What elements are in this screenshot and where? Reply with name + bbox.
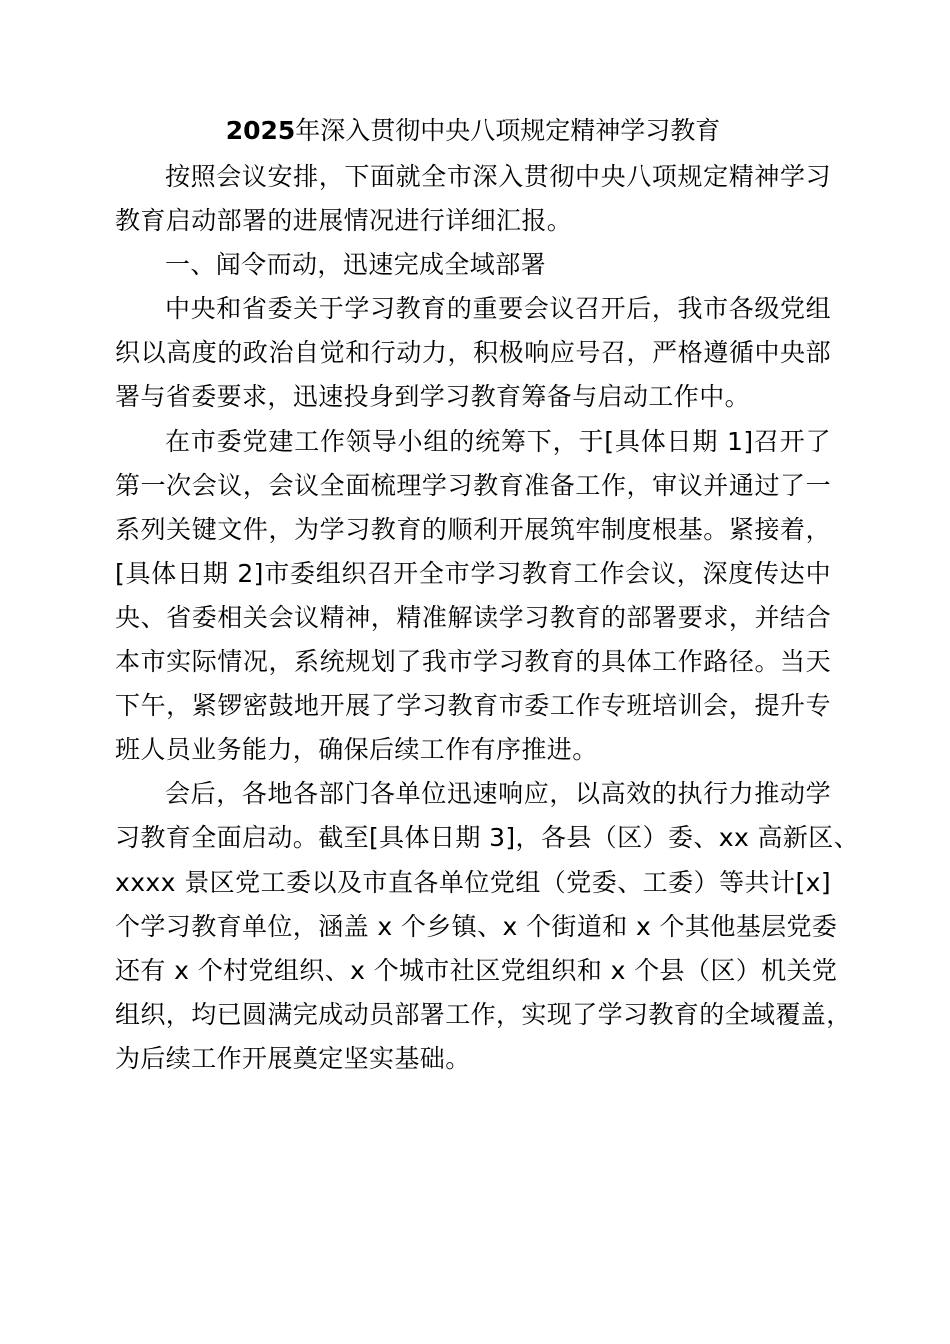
- text-line: 系列关键文件，为学习教育的顺利开展筑牢制度根基。紧接着，: [115, 514, 831, 544]
- paragraph: [115, 287, 831, 419]
- text-line: 下午，紧锣密鼓地开展了学习教育市委工作专班培训会，提升专: [115, 691, 831, 721]
- text-line: 第一次会议，会议全面梳理学习教育准备工作，审议并通过了一: [115, 470, 831, 500]
- document-title: [115, 111, 831, 155]
- text-line: 为后续工作开展奠定坚实基础。: [115, 1043, 471, 1073]
- text-line: 按照会议安排，下面就全市深入贯彻中央八项规定精神学习: [165, 162, 831, 191]
- text-line: 本市实际情况，系统规划了我市学习教育的具体工作路径。当天: [115, 647, 831, 677]
- text-line: 习教育全面启动。截至[具体日期 3]，各县（区）委、xx 高新区、: [115, 823, 860, 853]
- paragraph: [115, 772, 860, 1081]
- text-line: 署与省委要求，迅速投身到学习教育筹备与启动工作中。: [115, 382, 751, 412]
- document-page: [115, 111, 860, 1081]
- text-line: 中央和省委关于学习教育的重要会议召开后，我市各级党组: [165, 294, 831, 324]
- text-line: xxxx 景区党工委以及市直各单位党组（党委、工委）等共计[x]: [115, 867, 831, 897]
- text-line: 组织，均已圆满完成动员部署工作，实现了学习教育的全域覆盖，: [115, 999, 852, 1029]
- text-line: 织以高度的政治自觉和行动力，积极响应号召，严格遵循中央部: [115, 338, 831, 368]
- text-line: 教育启动部署的进展情况进行详细汇报。: [115, 206, 573, 236]
- document-body: [115, 155, 860, 1081]
- title-year: 2025: [225, 116, 296, 145]
- text-line: 会后，各地各部门各单位迅速响应，以高效的执行力推动学: [165, 779, 831, 809]
- text-line: 还有 x 个村党组织、x 个城市社区党组织和 x 个县（区）机关党: [115, 955, 838, 985]
- text-line: [具体日期 2]市委组织召开全市学习教育工作会议，深度传达中: [115, 558, 831, 588]
- text-line: 个学习教育单位，涵盖 x 个乡镇、x 个街道和 x 个其他基层党委: [115, 911, 838, 941]
- text-line: 在市委党建工作领导小组的统筹下，于[具体日期 1]召开了: [165, 426, 831, 456]
- text-line: 央、省委相关会议精神，精准解读学习教育的部署要求，并结合: [115, 602, 831, 632]
- text-line: 一、闻令而动，迅速完成全域部署: [165, 250, 547, 280]
- paragraph: [115, 155, 831, 243]
- section-heading: [115, 243, 831, 287]
- title-text: 年深入贯彻中央八项规定精神学习教育: [295, 116, 721, 145]
- text-line: 班人员业务能力，确保后续工作有序推进。: [115, 735, 598, 765]
- paragraph: [115, 420, 831, 773]
